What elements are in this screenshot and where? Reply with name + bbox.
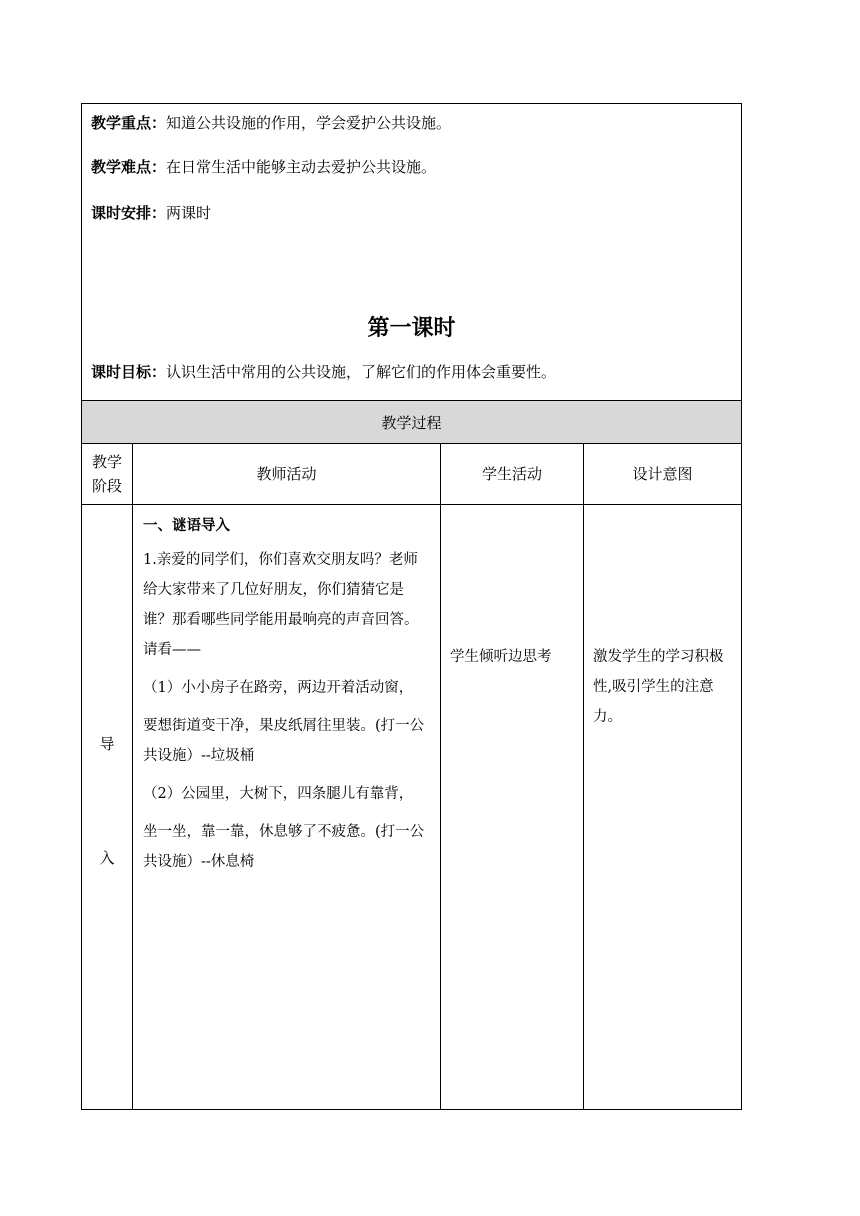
- teacher-heading: 一、谜语导入: [143, 518, 230, 534]
- teacher-paragraph: （2）公园里，大树下，四条腿儿有靠背，: [143, 786, 414, 802]
- schedule-text: 两课时: [166, 204, 212, 222]
- goal-label: 课时目标：: [91, 363, 167, 381]
- difficulty-line: [91, 157, 436, 177]
- key-point-line: [91, 113, 451, 133]
- stage-char-1: 导: [99, 735, 115, 753]
- teacher-paragraph: 坐一坐，靠一靠，休息够了不疲惫。(打一公共设施）--休息椅: [143, 824, 425, 870]
- stage-cell: [82, 505, 133, 1110]
- header-student: 学生活动: [441, 444, 584, 505]
- process-title: 教学过程: [82, 401, 742, 444]
- header-intent: 设计意图: [584, 444, 742, 505]
- header-stage-line2: 阶段: [91, 477, 122, 495]
- student-activity-text: 学生倾听边思考: [450, 649, 552, 665]
- design-intent-text: 激发学生的学习积极性,吸引学生的注意力。: [593, 649, 724, 725]
- difficulty-text: 在日常生活中能够主动去爱护公共设施。: [166, 158, 437, 176]
- difficulty-label: 教学难点：: [91, 158, 167, 176]
- header-teacher: 教师活动: [133, 444, 441, 505]
- header-stage: [82, 444, 133, 505]
- lesson-plan-table: [81, 103, 742, 1110]
- teacher-paragraph: （1）小小房子在路旁，两边开着活动窗，: [143, 680, 414, 696]
- schedule-label: 课时安排：: [91, 204, 167, 222]
- stage-char-2: 入: [99, 849, 115, 867]
- lesson-title: 第一课时: [367, 316, 456, 341]
- goal-text: 认识生活中常用的公共设施，了解它们的作用体会重要性。: [166, 363, 557, 381]
- teacher-paragraph: 要想街道变干净，果皮纸屑往里装。(打一公共设施）--垃圾桶: [143, 718, 425, 764]
- teacher-activity-cell: [133, 505, 441, 1110]
- student-activity-cell: [441, 505, 584, 1110]
- header-stage-line1: 教学: [91, 453, 122, 471]
- design-intent-cell: [584, 505, 742, 1110]
- schedule-line: [91, 203, 211, 223]
- key-point-label: 教学重点：: [91, 114, 167, 132]
- goal-line: [91, 362, 556, 382]
- teacher-paragraph: 1.亲爱的同学们，你们喜欢交朋友吗？老师给大家带来了几位好朋友，你们猜猜它是谁？那看哪些同学能用最响亮的声音回答。请看——: [143, 552, 419, 658]
- key-point-text: 知道公共设施的作用，学会爱护公共设施。: [166, 114, 452, 132]
- intro-section: [82, 104, 742, 401]
